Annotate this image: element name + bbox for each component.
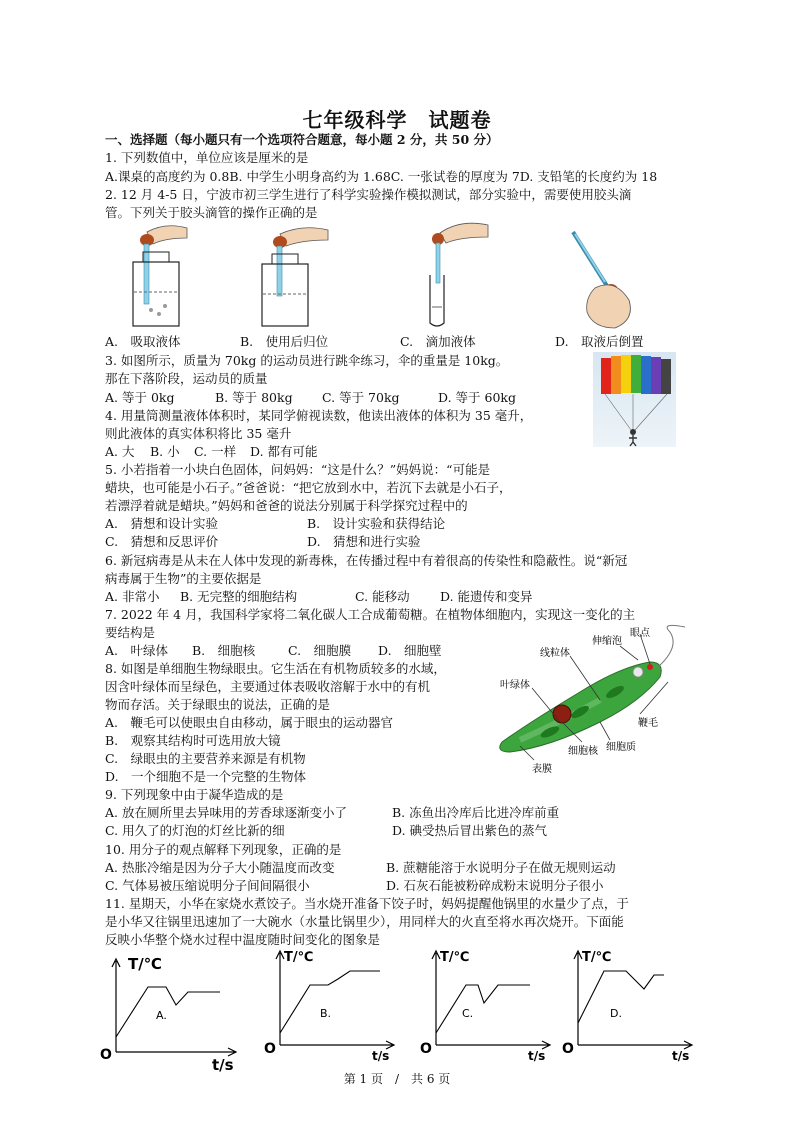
q4-option-a: A. 大	[105, 444, 135, 459]
q6-option-a: A. 非常小	[105, 589, 160, 604]
q3-stem-line1: 3. 如图所示，质量为 70kg 的运动员进行跳伞练习，伞的重量是 10kg。	[105, 353, 509, 368]
graph-d-origin: O	[562, 1041, 574, 1057]
q3-option-b: B. 等于 80kg	[215, 390, 293, 405]
graph-d-ylabel: T/℃	[582, 950, 612, 965]
graph-a-origin: O	[100, 1047, 112, 1063]
graph-a-xlabel: t/s	[212, 1056, 234, 1072]
q1-options: A.课桌的高度约为 0.8B. 中学生小明身高约为 1.68C. 一张试卷的厚度为 7D. 支铅笔的长度约为 18	[105, 169, 658, 184]
q10-option-b: B. 蔗糖能溶于水说明分子在做无规则运动	[386, 860, 616, 875]
label-cytoplasm: 细胞质	[606, 742, 636, 753]
q2-option-d: D. 取液后倒置	[555, 334, 644, 349]
label-pellicle: 表膜	[532, 764, 552, 774]
q7-option-d: D. 细胞壁	[378, 643, 442, 658]
q10-option-a: A. 热胀冷缩是因为分子大小随温度而改变	[105, 860, 335, 875]
q10-option-d: D. 石灰石能被粉碎成粉末说明分子很小	[386, 878, 604, 893]
q5-stem-line3: 若漂浮着就是蜡块。”妈妈和爸爸的说法分别属于科学探究过程中的	[105, 498, 468, 513]
q3-option-a: A. 等于 0kg	[105, 390, 175, 405]
dropper-return-figure	[250, 222, 330, 330]
q6-option-d: D. 能遗传和变异	[440, 589, 533, 604]
graph-b	[262, 945, 402, 1065]
q9-stem: 9. 下列现象中由于凝华造成的是	[105, 787, 284, 802]
q9-option-b: B. 冻鱼出冷库后比进冷库前重	[392, 805, 560, 820]
label-chloroplast: 叶绿体	[500, 680, 530, 691]
graph-c-xlabel: t/s	[528, 1049, 546, 1063]
q8-stem-line2: 因含叶绿体而呈绿色，主要通过体表吸收溶解于水中的有机	[105, 679, 431, 694]
q6-stem-line1: 6. 新冠病毒是从未在人体中发现的新毒株，在传播过程中有着很高的传染性和隐蔽性。说“新冠	[105, 553, 628, 568]
q3-option-c: C. 等于 70kg	[322, 390, 400, 405]
parachute-figure	[593, 352, 676, 447]
q7-option-a: A. 叶绿体	[105, 643, 169, 658]
q5-stem-line2: 蜡块，也可能是小石子。”爸爸说：“把它放到水中，若沉下去就是小石子，	[105, 480, 512, 495]
q10-option-c: C. 气体易被压缩说明分子间间隔很小	[105, 878, 310, 893]
q5-option-c: C. 猜想和反思评价	[105, 534, 219, 549]
graph-c-origin: O	[420, 1041, 432, 1057]
q5-option-d: D. 猜想和进行实验	[307, 534, 421, 549]
q8-option-c: C. 绿眼虫的主要营养来源是有机物	[105, 751, 306, 766]
q10-stem: 10. 用分子的观点解释下列现象，正确的是	[105, 842, 342, 857]
q9-option-a: A. 放在厕所里去异味用的芳香球逐渐变小了	[105, 805, 347, 820]
q8-option-d: D. 一个细胞不是一个完整的生物体	[105, 769, 307, 784]
q8-option-a: A. 鞭毛可以使眼虫自由移动，属于眼虫的运动器官	[105, 715, 394, 730]
q9-option-d: D. 碘受热后冒出紫色的蒸气	[392, 823, 548, 838]
label-contractile-vacuole: 伸缩泡	[592, 636, 622, 647]
q2-option-c: C. 滴加液体	[400, 334, 476, 349]
graph-b-xlabel: t/s	[372, 1049, 390, 1063]
q2-stem-line1: 2. 12 月 4-5 日，宁波市初三学生进行了科学实验操作模拟测试，部分实验中，需要使用胶头滴	[105, 187, 632, 202]
q4-stem-line1: 4. 用量筒测量液体体积时，某同学俯视读数，他读出液体的体积为 35 毫升，	[105, 408, 533, 423]
q3-stem-line2: 那在下落阶段，运动员的质量	[105, 371, 268, 386]
q5-option-a: A. 猜想和设计实验	[105, 516, 219, 531]
q6-stem-line2: 病毒属于生物”的主要依据是	[105, 571, 262, 586]
q11-stem-line2: 是小华又往锅里迅速加了一大碗水（水量比锅里少），用同样大的火直至将水再次烧开。下面能	[105, 914, 624, 929]
graph-b-ylabel: T/℃	[284, 950, 314, 965]
q4-option-d: D. 都有可能	[250, 444, 318, 459]
graph-a	[98, 947, 248, 1072]
euglena-figure	[490, 622, 695, 774]
q1-stem: 1. 下列数值中，单位应该是厘米的是	[105, 150, 309, 165]
label-flagellum: 鞭毛	[638, 718, 658, 729]
section-heading: 一、选择题（每小题只有一个选项符合题意，每小题 2 分，共 50 分）	[105, 132, 499, 147]
q2-option-a: A. 吸取液体	[105, 334, 181, 349]
q9-option-c: C. 用久了的灯泡的灯丝比新的细	[105, 823, 285, 838]
q6-option-c: C. 能移动	[355, 589, 410, 604]
q3-option-d: D. 等于 60kg	[438, 390, 516, 405]
graph-c-tag: C.	[462, 1007, 474, 1020]
q4-option-c: C. 一样	[194, 444, 237, 459]
graph-c	[418, 945, 558, 1065]
label-eyespot: 眼点	[630, 628, 650, 639]
label-nucleus: 细胞核	[568, 746, 598, 757]
q2-option-b: B. 使用后归位	[240, 334, 329, 349]
page-title: 七年级科学 试题卷	[302, 108, 492, 132]
graph-a-ylabel: T/℃	[128, 955, 162, 973]
q7-option-c: C. 细胞膜	[288, 643, 352, 658]
graph-d-tag: D.	[610, 1007, 622, 1020]
q8-stem-line3: 物而存活。关于绿眼虫的说法，正确的是	[105, 697, 331, 712]
q11-stem-line3: 反映小华整个烧水过程中温度随时间变化的图象是	[105, 932, 381, 947]
graph-d-xlabel: t/s	[672, 1049, 690, 1063]
graph-b-origin: O	[264, 1041, 276, 1057]
q7-option-b: B. 细胞核	[192, 643, 256, 658]
q5-option-b: B. 设计实验和获得结论	[307, 516, 446, 531]
q2-stem-line2: 管。下列关于胶头滴管的操作正确的是	[105, 205, 318, 220]
page-footer: 第 1 页 / 共 6 页	[343, 1072, 451, 1086]
q5-stem-line1: 5. 小若指着一小块白色固体，问妈妈：“这是什么？”妈妈说：“可能是	[105, 462, 491, 477]
graph-d	[560, 945, 700, 1065]
q4-stem-line2: 则此液体的真实体积将比 35 毫升	[105, 426, 292, 441]
q8-option-b: B. 观察其结构时可选用放大镜	[105, 733, 281, 748]
dropper-absorb-figure	[125, 222, 190, 330]
q8-stem-line1: 8. 如图是单细胞生物绿眼虫。它生活在有机物质较多的水域，	[105, 661, 446, 676]
label-mitochondria: 线粒体	[540, 648, 570, 659]
q7-stem-line2: 要结构是	[105, 625, 156, 640]
q4-option-b: B. 小	[150, 444, 180, 459]
q11-stem-line1: 11. 星期天，小华在家烧水煮饺子。当水烧开准备下饺子时，妈妈提醒他锅里的水量少了点，于	[105, 896, 629, 911]
graph-c-ylabel: T/℃	[440, 950, 470, 965]
graph-b-tag: B.	[320, 1007, 332, 1020]
graph-a-tag: A.	[156, 1009, 167, 1022]
q6-option-b: B. 无完整的细胞结构	[180, 589, 298, 604]
dropper-inverted-figure	[565, 228, 645, 330]
dropper-drip-figure	[420, 215, 490, 330]
q7-stem-line1: 7. 2022 年 4 月，我国科学家将二氧化碳人工合成葡萄糖。在植物体细胞内，实现这一变化的主	[105, 607, 636, 622]
